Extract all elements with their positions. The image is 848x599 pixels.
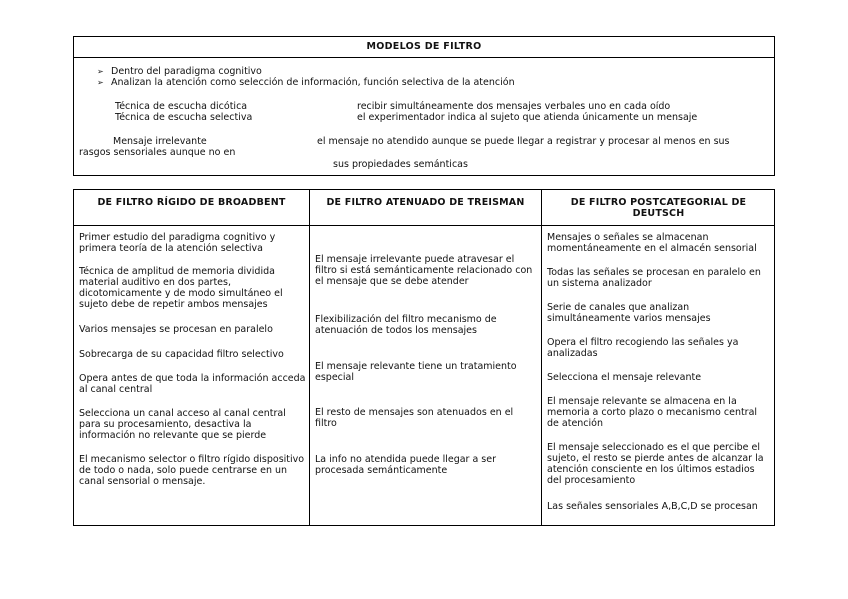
- models-title: MODELOS DE FILTRO: [74, 37, 774, 58]
- treisman-item: El mensaje relevante tiene un tratamiento especial: [315, 361, 517, 383]
- broadbent-item: Varios mensajes se procesan en paralelo: [79, 324, 273, 335]
- treisman-column: [310, 226, 541, 526]
- deutsch-item: Serie de canales que analizan simultáneamente varios mensajes: [547, 302, 711, 324]
- irrelevant-label: Mensaje irrelevante: [113, 136, 207, 147]
- header-deutsch: DE FILTRO POSTCATEGORIAL DE DEUTSCH: [570, 197, 747, 219]
- broadbent-column: [74, 226, 309, 526]
- deutsch-item: El mensaje seleccionado es el que percibe el sujeto, el resto se pierde antes de alcanzar la atención consciente en los últimos estadios del procesamiento: [547, 442, 764, 486]
- arrow-bullet-icon: ➢: [97, 67, 104, 76]
- technique-name: Técnica de escucha selectiva: [115, 112, 253, 123]
- broadbent-item: Primer estudio del paradigma cognitivo y primera teoría de la atención selectiva: [79, 232, 276, 254]
- broadbent-item: El mecanismo selector o filtro rígido dispositivo de todo o nada, solo puede centrarse en un canal sensorial o mensaje.: [79, 454, 305, 487]
- technique-desc: recibir simultáneamente dos mensajes verbales uno en cada oído: [357, 101, 671, 112]
- bullet-item: ➢ Dentro del paradigma cognitivo: [97, 66, 262, 77]
- deutsch-column: [542, 226, 774, 526]
- deutsch-item: Selecciona el mensaje relevante: [547, 372, 702, 383]
- deutsch-item: El mensaje relevante se almacena en la memoria a corto plazo o mecanismo central de atención: [547, 396, 758, 429]
- irrelevant-desc-end: sus propiedades semánticas: [333, 159, 468, 170]
- broadbent-item: Técnica de amplitud de memoria dividida material auditivo en dos partes, dicotomicamente y de modo simultáneo el sujeto debe de repetir ambos mensajes: [79, 266, 283, 310]
- bullet-item: ➢ Analizan la atención como selección de información, función selectiva de la atención: [97, 77, 515, 88]
- treisman-item: La info no atendida puede llegar a ser procesada semánticamente: [315, 454, 497, 476]
- irrelevant-desc-cont: rasgos sensoriales aunque no en: [79, 147, 236, 158]
- deutsch-item: Todas las señales se procesan en paralelo en un sistema analizador: [547, 267, 761, 289]
- irrelevant-desc: el mensaje no atendido aunque se puede llegar a registrar y procesar al menos en sus: [317, 136, 730, 147]
- treisman-item: El resto de mensajes son atenuados en el filtro: [315, 407, 514, 429]
- deutsch-item: Opera el filtro recogiendo las señales ya analizadas: [547, 337, 739, 359]
- header-treisman: DE FILTRO ATENUADO DE TREISMAN: [326, 197, 525, 208]
- filter-models-table: [73, 189, 775, 526]
- broadbent-item: Opera antes de que toda la información acceda al canal central: [79, 373, 306, 395]
- technique-desc: el experimentador indica al sujeto que atienda únicamente un mensaje: [357, 112, 698, 123]
- broadbent-item: Sobrecarga de su capacidad filtro selectivo: [79, 349, 284, 360]
- deutsch-item: Las señales sensoriales A,B,C,D se procesan: [547, 501, 758, 512]
- technique-name: Técnica de escucha dicótica: [115, 101, 248, 112]
- broadbent-item: Selecciona un canal acceso al canal central para su procesamiento, desactiva la información no relevante que se pierde: [79, 408, 286, 441]
- treisman-item: Flexibilización del filtro mecanismo de atenuación de todos los mensajes: [315, 314, 497, 336]
- deutsch-item: Mensajes o señales se almacenan momentáneamente en el almacén sensorial: [547, 232, 757, 254]
- header-broadbent: DE FILTRO RÍGIDO DE BROADBENT: [97, 197, 286, 208]
- treisman-item: El mensaje irrelevante puede atravesar el filtro si está semánticamente relacionado con el mensaje que se debe atender: [315, 254, 533, 287]
- arrow-bullet-icon: ➢: [97, 78, 104, 87]
